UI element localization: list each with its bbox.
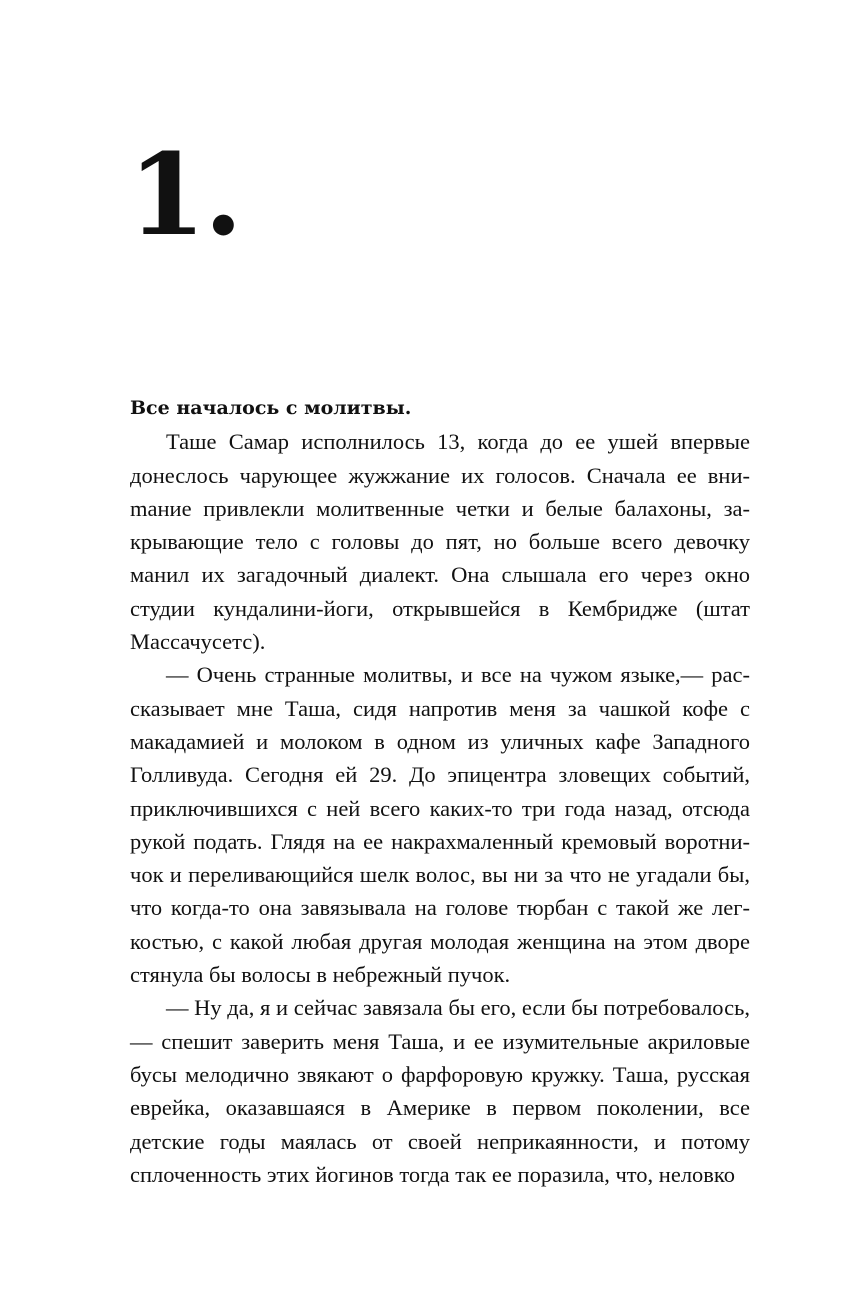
body-text — [130, 392, 750, 1191]
paragraph: — Ну да, я и сейчас завязала бы его, если бы потребовалось,— спешит заверить меня Таша, и ее изумительные акриловые бусы мелодично звякают о фарфоровую кружку. Таша, русская еврейка, оказавшаяся в Америке в первом поколении, все детские годы маялась от своей неприкаянности, и потому сплоченность этих йогинов тогда так ее поразила, что, неловко — [130, 995, 750, 1187]
chapter-number: 1. — [128, 130, 241, 261]
lead-sentence: Все началось с молитвы. — [130, 397, 412, 419]
paragraph: — Очень странные молитвы, и все на чужом языке,— рассказывает мне Таша, сидя напротив меня за чашкой кофе с макадамией и молоком в одном из уличных кафе Западного Голливуда. Сегодня ей 29. До эпицентра зловещих событий, приключившихся с ней всего каких-то три года назад, отсюда рукой подать. Глядя на ее накрахмаленный кремовый воротничок и переливающийся шелк волос, вы ни за что не угадали бы, что когда-то она завязывала на голове тюрбан с такой же легкостью, с какой любая другая молодая женщина на этом дворе стянула бы волосы в небрежный пучок. — [130, 662, 750, 988]
paragraph: Таше Самар исполнилось 13, когда до ее ушей впервые донеслось чарующее жужжание их голосов. Сначала ее вниmание привлекли молитвенные четки и белые балахоны, закрывающие тело с головы до пят, но больше всего девочку манил их загадочный диалект. Она слышала его через окно студии кундалини-йоги, открывшейся в Кембридже (штат Массачусетс). — [130, 429, 750, 655]
